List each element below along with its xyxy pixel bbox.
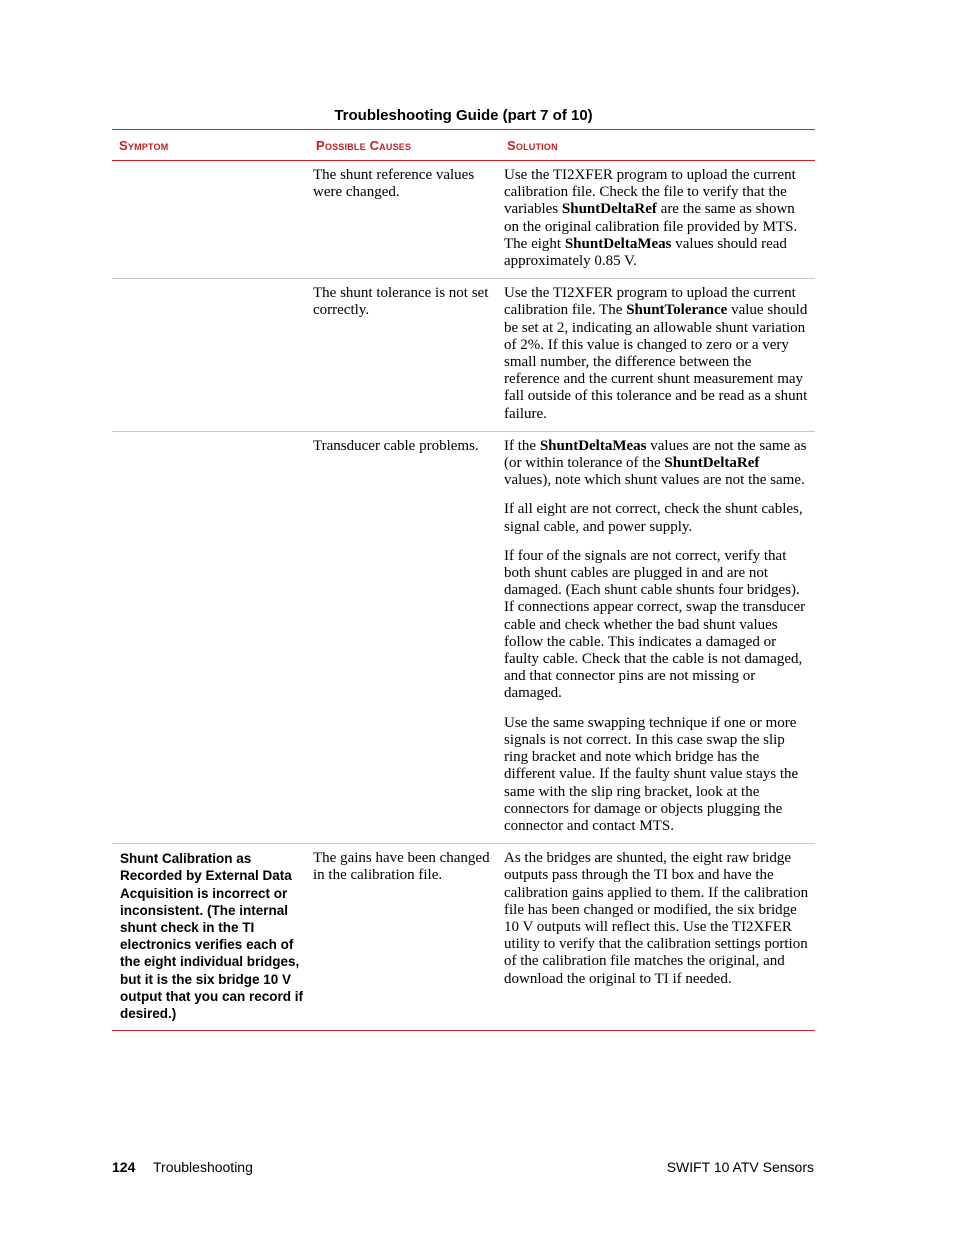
solution-text: values), note which shunt values are not the same. (504, 472, 805, 489)
solution-bold-term: ShuntTolerance (626, 302, 728, 319)
table-row (112, 161, 815, 279)
solution-paragraph (504, 501, 809, 535)
table-row (112, 279, 815, 432)
solution-cell (500, 431, 815, 843)
solution-paragraph (504, 850, 809, 988)
page-footer-left (112, 1159, 253, 1175)
solution-paragraph (504, 548, 809, 703)
solution-paragraph (504, 438, 809, 490)
solution-text: values are not the same as (or within tolerance of the (504, 437, 807, 472)
table-row (112, 431, 815, 843)
solution-paragraph (504, 285, 809, 423)
symptom-cell: Shunt Calibration as Recorded by External Data Acquisition is incorrect or inconsistent. (The internal shunt check in the TI electronics verifies each of the eight individual bridges, but it is the six bridge 10 V output that you can record if desired.) (112, 844, 309, 1031)
solution-cell (500, 161, 815, 279)
cause-cell: The shunt tolerance is not set correctly. (309, 279, 500, 432)
cause-cell: Transducer cable problems. (309, 431, 500, 843)
header-symptom: Symptom (112, 130, 309, 161)
solution-bold-term: ShuntDeltaMeas (564, 235, 672, 252)
solution-text: value should be set at 2, indicating an allowable shunt variation of 2%. If this value is changed to zero or a very small number, the difference between the reference and the current shunt measurement may fall outside of this tolerance and be read as a shunt failure. (504, 302, 808, 422)
table-title: Troubleshooting Guide (part 7 of 10) (334, 107, 593, 124)
header-solution: Solution (500, 130, 815, 161)
solution-text: Use the TI2XFER program to upload the current calibration file. Check the file to verify that the variables (504, 167, 796, 218)
page-number: 124 (112, 1159, 136, 1175)
table-row (112, 844, 815, 1031)
solution-paragraph (504, 715, 809, 835)
solution-text: If four of the signals are not correct, verify that both shunt cables are plugged in and are not damaged. (Each shunt cable shunts four bridges). If connections appear correct, swap the transducer cable and check whether the bad shunt values follow the cable. This indicates a damaged or faulty cable. Check that the cable is not damaged, and that connector pins are not missing or damaged. (504, 547, 806, 702)
symptom-cell (112, 161, 309, 279)
solution-text: Use the same swapping technique if one or more signals is not correct. In this case swap the slip ring bracket and note which bridge has the different value. If the faulty shunt value stays the same with the slip ring bracket, look at the connectors for damage or objects plugging the connector and contact MTS. (504, 714, 799, 834)
table-header-row (112, 130, 815, 161)
cause-cell: The gains have been changed in the calibration file. (309, 844, 500, 1031)
footer-section: Troubleshooting (153, 1159, 253, 1175)
footer-product: SWIFT 10 ATV Sensors (666, 1159, 814, 1175)
header-possible-causes: Possible Causes (309, 130, 500, 161)
solution-bold-term: ShuntDeltaMeas (539, 437, 647, 454)
solution-text: Use the TI2XFER program to upload the current calibration file. The (504, 285, 796, 319)
solution-text: If the (504, 437, 540, 454)
cause-cell: The shunt reference values were changed. (309, 161, 500, 279)
solution-cell (500, 279, 815, 432)
symptom-cell (112, 431, 309, 843)
solution-paragraph (504, 167, 809, 270)
solution-bold-term: ShuntDeltaRef (561, 201, 657, 218)
solution-bold-term: ShuntDeltaRef (664, 455, 760, 472)
solution-text: are the same as shown on the original calibration file provided by MTS. The eight (504, 201, 798, 252)
solution-text: If all eight are not correct, check the shunt cables, signal cable, and power supply. (504, 501, 803, 535)
solution-text: values should read approximately 0.85 V. (504, 235, 787, 270)
solution-cell (500, 844, 815, 1031)
solution-text: As the bridges are shunted, the eight raw bridge outputs pass through the TI box and have the calibration gains applied to them. If the calibration file has been changed or modified, the six bridge 10 V outputs will reflect this. Use the TI2XFER utility to verify that the calibration settings portion of the calibration file matches the original, and download the original to TI if needed. (504, 850, 809, 987)
symptom-cell (112, 279, 309, 432)
troubleshooting-table (112, 129, 815, 1031)
